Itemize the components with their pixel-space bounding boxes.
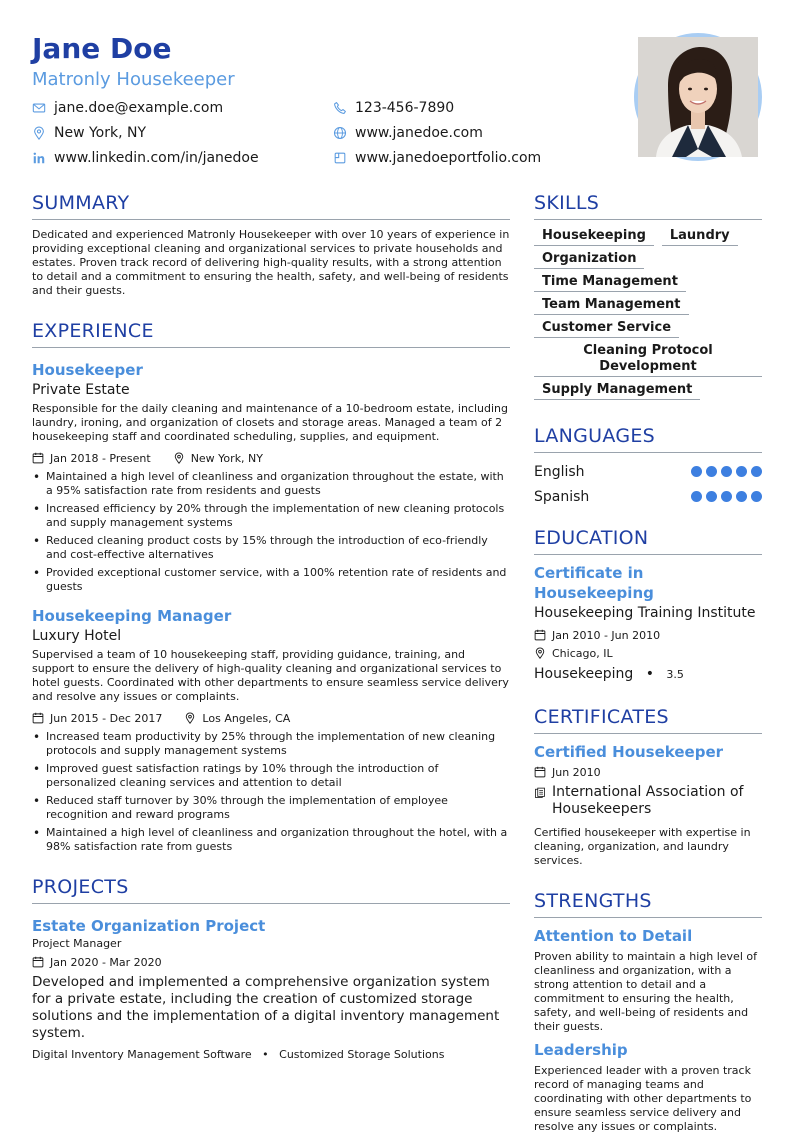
job-achievements [32,470,510,594]
job-description: Responsible for the daily cleaning and maintenance of a 10-bedroom estate, including laundry, ironing, and organization of closets and storage areas. Managed a team of 2 housekeeping staff and coordinated scheduling, supplies, and equipment. [32,402,508,443]
job-company: Private Estate [32,382,130,398]
project-dates: Jan 2020 - Mar 2020 [50,955,162,969]
job-location: New York, NY [190,451,263,465]
project-item [32,916,510,1062]
proficiency-dot [751,466,762,477]
job-meta [32,450,510,466]
language-name: English [534,463,585,480]
skill-tag: Cleaning Protocol Development [534,341,762,377]
job-company: Luxury Hotel [32,628,122,644]
location-pin-icon [173,452,185,464]
project-role: Project Manager [32,937,122,950]
certificate-description: Certified housekeeper with expertise in cleaning, organization, and laundry services. [534,826,751,867]
languages-section [534,423,762,509]
job-title: Housekeeper [32,361,143,379]
calendar-icon [534,629,546,641]
job-title: Housekeeping Manager [32,607,232,625]
project-tags [32,1048,510,1062]
project-tag: Digital Inventory Management Software [32,1048,252,1061]
certificate-date-row [534,764,762,780]
linkedin-text: www.linkedin.com/in/janedoe [54,150,259,166]
left-column [32,190,510,1062]
language-row [534,484,762,509]
phone-icon [333,101,347,115]
strength-name: Leadership [534,1041,628,1059]
achievement-item: • Improved guest satisfaction ratings by 10% through the introduction of personalized cleaning services and attention to detail [32,762,510,790]
projects-section [32,874,510,1062]
job-meta [32,710,510,726]
certificate-issuer: International Association of Housekeepers [552,784,744,817]
summary-heading: SUMMARY [32,190,510,220]
location-pin-icon [32,126,46,140]
right-column [534,190,762,1134]
strength-item [534,1040,762,1134]
skills-heading: SKILLS [534,190,762,220]
education-degree: Certificate in Housekeeping [534,564,654,602]
proficiency-dot [736,491,747,502]
phone-text: 123-456-7890 [355,100,455,116]
calendar-icon [32,452,44,464]
education-section [534,525,762,684]
strengths-heading: STRENGTHS [534,888,762,918]
project-title: Estate Organization Project [32,917,266,935]
education-dates-row [534,627,762,643]
experience-heading: EXPERIENCE [32,318,510,348]
project-tag: Customized Storage Solutions [279,1048,445,1061]
certificate-issuer-row [534,784,762,818]
language-level-dots [687,466,762,477]
proficiency-dot [706,466,717,477]
education-heading: EDUCATION [534,525,762,555]
achievement-item: • Increased efficiency by 20% through the implementation of new cleaning protocols and supply management systems [32,502,510,530]
skill-tag: Housekeeping [534,226,654,246]
proficiency-dot [721,466,732,477]
profile-photo-illustration [638,37,758,157]
experience-item [32,606,510,854]
project-description: Developed and implemented a comprehensive organization system for a private estate, including the creation of customized storage solutions and the implementation of a digital inventory management system. [32,974,500,1041]
candidate-role: Matronly Housekeeper [32,69,235,90]
achievement-item: • Maintained a high level of cleanliness and organization throughout the estate, with a 95% satisfaction rate from residents and guests [32,470,510,498]
job-dates: Jan 2018 - Present [50,451,151,465]
candidate-name: Jane Doe [32,32,172,65]
skill-tag: Customer Service [534,318,679,338]
email-text: jane.doe@example.com [54,100,224,116]
job-description: Supervised a team of 10 housekeeping staff, providing guidance, training, and support to ensure the delivery of high-quality cleaning and organizational services to hotel guests. Coordinated with other departments to ensure seamless service delivery and resolve any issues or complaints. [32,648,509,703]
education-institution: Housekeeping Training Institute [534,605,756,621]
tag-separator: • [262,1048,269,1061]
project-meta [32,954,510,970]
skill-tag: Time Management [534,272,686,292]
education-location-row [534,645,762,661]
skill-tag: Laundry [662,226,738,246]
languages-heading: LANGUAGES [534,423,762,453]
skill-tag: Organization [534,249,644,269]
skills-list [534,226,762,403]
skill-tag: Supply Management [534,380,700,400]
contact-website[interactable] [333,123,483,143]
experience-item [32,360,510,594]
proficiency-dot [721,491,732,502]
education-field: Housekeeping [534,666,634,682]
summary-section [32,190,510,298]
job-achievements [32,730,510,854]
portfolio-icon [333,151,347,165]
language-name: Spanish [534,488,590,505]
achievement-item: • Reduced staff turnover by 30% through the implementation of employee recognition and reward programs [32,794,510,822]
education-gpa: 3.5 [666,668,684,681]
calendar-icon [32,956,44,968]
language-row [534,459,762,484]
location-text: New York, NY [54,125,147,141]
strength-item [534,926,762,1034]
linkedin-icon [32,151,46,165]
contact-location [32,123,146,143]
languages-list [534,459,762,509]
strengths-section [534,888,762,1134]
certificate-item [534,742,762,868]
website-text: www.janedoe.com [355,125,483,141]
skill-tag: Team Management [534,295,689,315]
location-pin-icon [184,712,196,724]
education-item [534,563,762,684]
contact-portfolio[interactable] [333,148,541,168]
education-dates: Jan 2010 - Jun 2010 [552,628,661,642]
contact-email[interactable] [32,98,223,118]
mail-icon [32,101,46,115]
skills-section [534,190,762,403]
strength-description: Proven ability to maintain a high level of cleanliness and organization, with a strong attention to detail and a commitment to ensuring the health, safety, and well-being of residents and their guests. [534,950,757,1033]
certificate-name: Certified Housekeeper [534,743,724,761]
globe-icon [333,126,347,140]
job-location: Los Angeles, CA [202,711,291,725]
achievement-item: • Maintained a high level of cleanliness and organization throughout the hotel, with a 98% satisfaction rate from guests [32,826,510,854]
language-level-dots [687,491,762,502]
experience-section [32,318,510,854]
achievement-item: • Increased team productivity by 25% through the implementation of new cleaning protocols and supply management systems [32,730,510,758]
resume-header [32,30,632,92]
achievement-item: • Provided exceptional customer service, with a 100% retention rate of residents and guests [32,566,510,594]
portfolio-text: www.janedoeportfolio.com [355,150,542,166]
certificates-section [534,704,762,868]
proficiency-dot [706,491,717,502]
certificates-heading: CERTIFICATES [534,704,762,734]
location-pin-icon [534,647,546,659]
achievement-item: • Reduced cleaning product costs by 15% through the introduction of eco-friendly and cost-effective alternatives [32,534,510,562]
field-separator: • [645,666,654,682]
proficiency-dot [736,466,747,477]
strength-name: Attention to Detail [534,927,693,945]
contact-phone[interactable] [333,98,454,118]
projects-heading: PROJECTS [32,874,510,904]
summary-text: Dedicated and experienced Matronly Housekeeper with over 10 years of experience in providing exceptional cleaning and organizational services to private households and estates. Proven track record of delivering high-quality results, with a strong attention to detail and a commitment to ensuring the health, safety, and well-being of residents and their guests. [32,228,510,297]
job-dates: Jun 2015 - Dec 2017 [50,711,163,725]
proficiency-dot [691,466,702,477]
contact-linkedin[interactable] [32,148,259,168]
profile-photo [634,33,762,161]
education-location: Chicago, IL [552,646,613,660]
calendar-icon [534,766,546,778]
institution-icon [534,787,546,799]
proficiency-dot [751,491,762,502]
proficiency-dot [691,491,702,502]
strength-description: Experienced leader with a proven track record of managing teams and coordinating with other departments to ensure seamless service delivery and resolve any issues or complaints. [534,1064,752,1133]
education-field-row [534,665,762,684]
certificate-date: Jun 2010 [552,765,601,779]
calendar-icon [32,712,44,724]
